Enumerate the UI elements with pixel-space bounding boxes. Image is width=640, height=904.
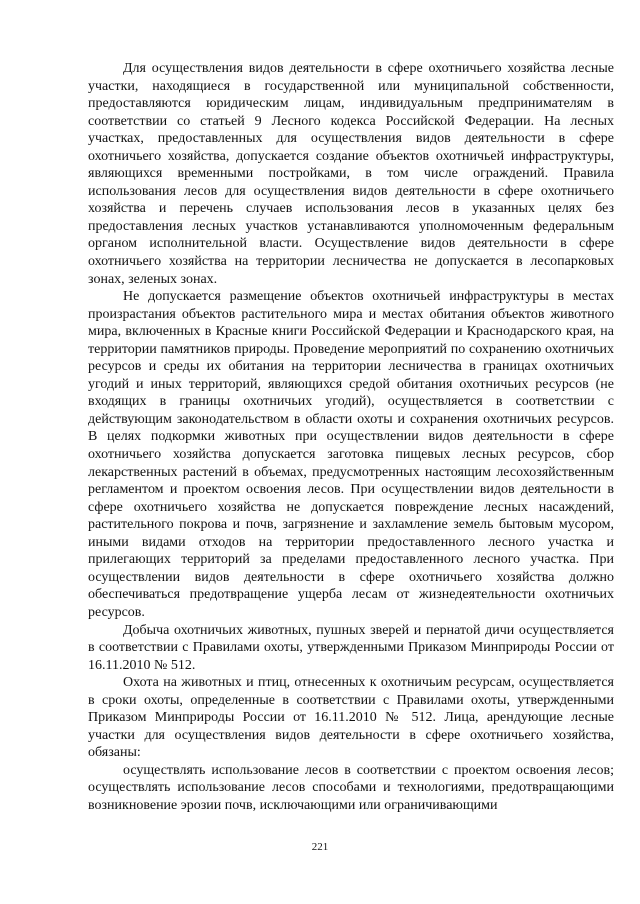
page-number: 221 xyxy=(311,841,329,853)
paragraph-5: осуществлять использование лесов в соответствии с проектом освоения лесов; осуществлять использование лесов способами и технологиями, предотвращающими возникновение эрозии почв, исключающими или ограничивающими xyxy=(88,762,614,813)
paragraph-4: Охота на животных и птиц, отнесенных к охотничьим ресурсам, осуществляется в сроки охоты, определенные в соответствии с Правилами охоты, утвержденными Приказом Минприроды России от 16.11.2010 № 512. Лица, арендующие лесные участки для осуществления видов деятельности в сфере охотничьего хозяйства, обязаны: xyxy=(88,675,614,761)
paragraph-1: Для осуществления видов деятельности в сфере охотничьего хозяйства лесные участки, находящиеся в государственной или муниципальной собственности, предоставляются юридическим лицам, индивидуальным предпринимателям в соответствии со статьей 9 Лесного кодекса Российской Федерации. На лесных участках, предоставленных для осуществления видов деятельности в сфере охотничьего хозяйства, допускается создание объектов охотничьей инфраструктуры, являющихся временными постройками, в том числе ограждений. Правила использования лесов для осуществления видов деятельности в сфере охотничьего хозяйства и перечень случаев использования лесов в указанных целях без предоставления лесных участков устанавливаются уполномоченным федеральным органом исполнительной власти. Осуществление видов деятельности в сфере охотничьего хозяйства на территории лесничества не допускается в лесопарковых зонах, зеленых зонах. xyxy=(88,61,614,287)
body-text xyxy=(88,60,614,815)
paragraph-3: Добыча охотничьих животных, пушных зверей и пернатой дичи осуществляется в соответствии с Правилами охоты, утвержденными Приказом Минприроды России от 16.11.2010 № 512. xyxy=(88,622,614,673)
paragraph-2: Не допускается размещение объектов охотничьей инфраструктуры в местах произрастания объектов растительного мира и местах обитания объектов животного мира, включенных в Красные книги Российской Федерации и Краснодарского края, на территории памятников природы. Проведение мероприятий по сохранению охотничьих ресурсов и среды их обитания на территории лесничества в границах охотничьих угодий и иных территорий, являющихся средой обитания охотничьих ресурсов (не входящих в границы охотничьих угодий), осуществляется в соответствии с действующим законодательством в области охоты и сохранения охотничьих ресурсов. В целях подкормки животных при осуществлении видов деятельности в сфере охотничьего хозяйства допускается заготовка пищевых лесных ресурсов, сбор лекарственных растений в объемах, предусмотренных настоящим лесохозяйственным регламентом и проектом освоения лесов. При осуществлении видов деятельности в сфере охотничьего хозяйства не допускается повреждение лесных насаждений, растительного покрова и почв, загрязнение и захламление земель бытовым мусором, иными видами отходов на территории предоставленного лесного участка и прилегающих территорий за пределами предоставленного лесного участка. При осуществлении видов деятельности в сфере охотничьего хозяйства должно обеспечиваться предотвращение ущерба лесам от жизнедеятельности охотничьих ресурсов. xyxy=(88,289,614,620)
